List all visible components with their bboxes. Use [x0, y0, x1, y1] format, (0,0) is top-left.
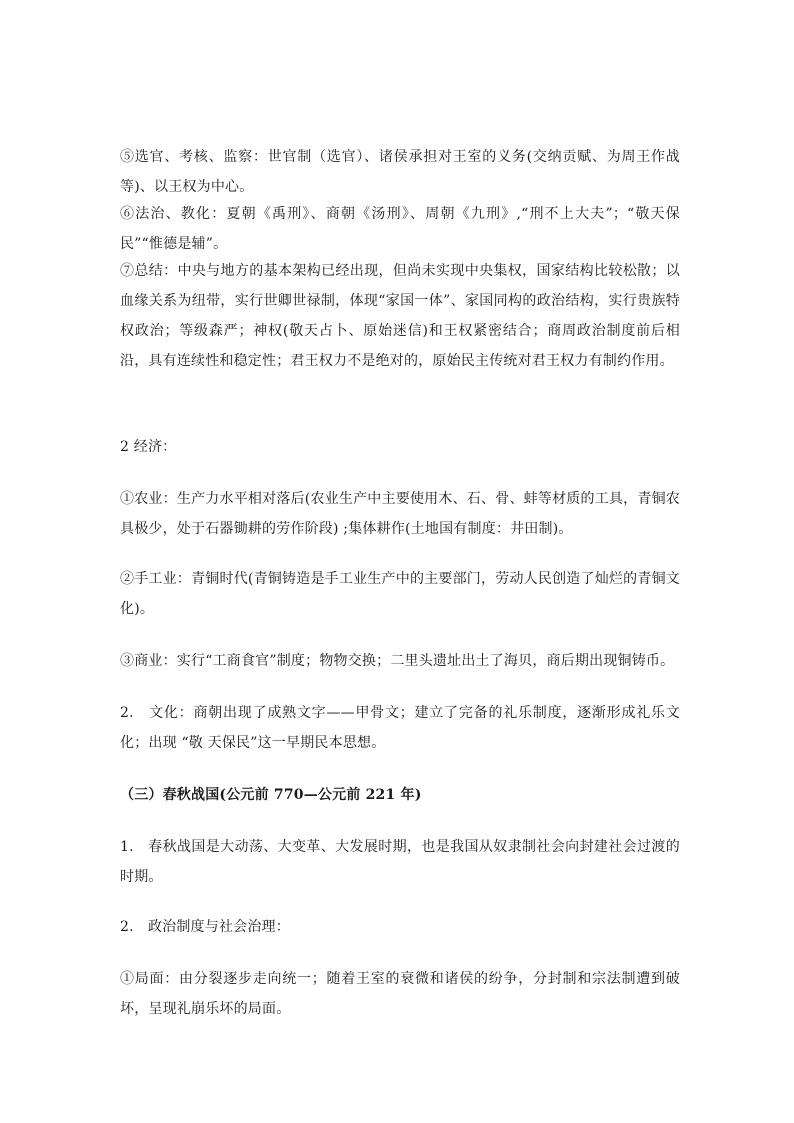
section-heading-spring-autumn: （三）春秋战国(公元前 770—公元前 221 年)	[120, 787, 422, 803]
paragraph-agriculture: ①农业：生产力水平相对落后(农业生产中主要使用木、石、骨、蚌等材质的工具，青铜农具极少，处于石器锄耕的劳作阶段) ;集体耕作(土地国有制度：井田制)。	[120, 491, 680, 537]
document-page	[120, 0, 680, 1123]
paragraph-commerce: ③商业：实行“工商食官”制度；物物交换；二里头遗址出土了海贝，商后期出现铜铸币。	[120, 653, 675, 669]
paragraph-law-education: ⑥法治、教化：夏朝《禹刑》、商朝《汤刑》、周朝《九刑》,“刑不上大夫”；“敬天保民”“惟德是辅”。	[120, 206, 680, 252]
paragraph-handicraft: ②手工业：青铜时代(青铜铸造是手工业生产中的主要部门，劳动人民创造了灿烂的青铜文化)。	[120, 571, 680, 617]
paragraph-selection-officials: ⑤选官、考核、监察：世官制（选官）、诸侯承担对王室的义务(交纳贡赋、为周王作战等)、以王权为中心。	[120, 149, 680, 195]
paragraph-economy-heading: 2 经济：	[120, 439, 177, 455]
paragraph-summary: ⑦总结：中央与地方的基本架构已经出现，但尚未实现中央集权，国家结构比较松散；以血缘关系为纽带，实行世卿世禄制，体现“家国一体”、家国同构的政治结构，实行贵族特权政治；等级森严；神权(敬天占卜、原始迷信)和王权紧密结合；商周政治制度前后相沿，具有连续性和稳定性；君王权力不是绝对的，原始民主传统对君王权力有制约作用。	[120, 263, 680, 369]
paragraph-culture: 2. 文化：商朝出现了成熟文字——甲骨文；建立了完备的礼乐制度，逐渐形成礼乐文化；出现 “敬 天保民”这一早期民本思想。	[120, 705, 680, 751]
paragraph-situation: ①局面：由分裂逐步走向统一；随着王室的衰微和诸侯的纷争，分封制和宗法制遭到破坏，呈现礼崩乐坏的局面。	[120, 971, 680, 1017]
paragraph-political-system-heading: 2. 政治制度与社会治理：	[120, 919, 290, 935]
paragraph-transition-period: 1. 春秋战国是大动荡、大变革、大发展时期，也是我国从奴隶制社会向封建社会过渡的时期。	[120, 839, 680, 885]
